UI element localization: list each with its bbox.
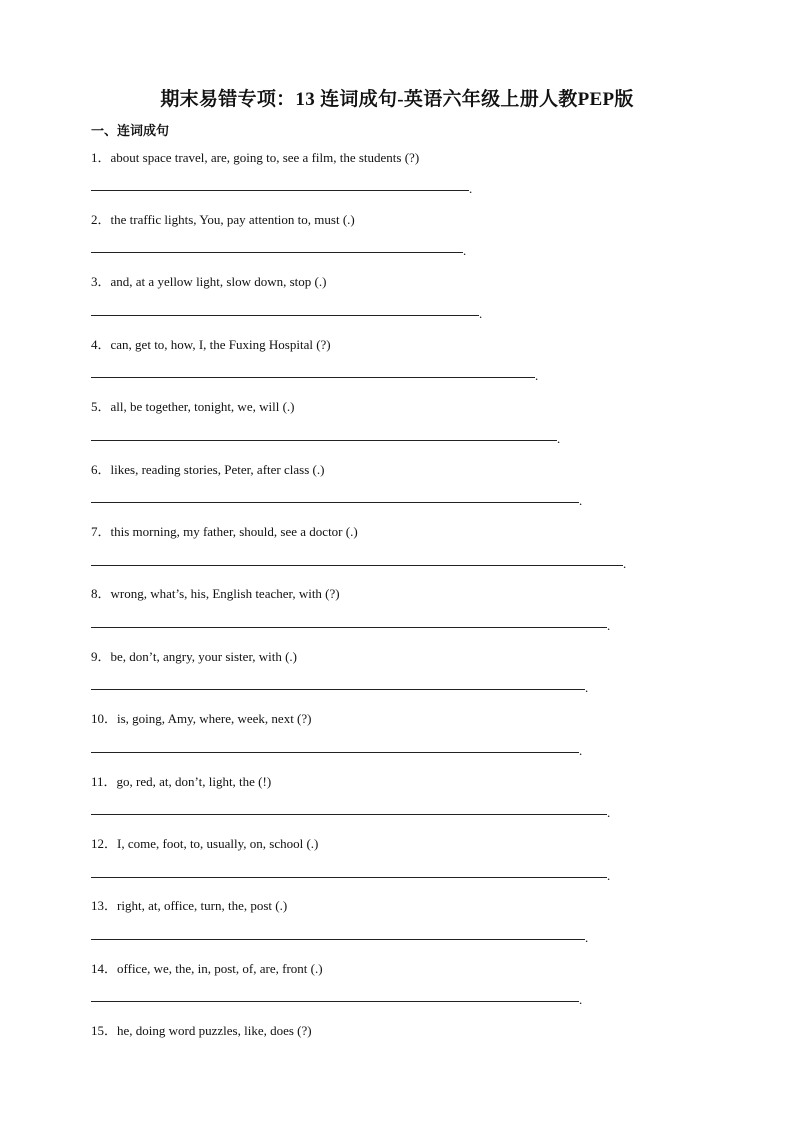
question-number: 3． [91,274,111,289]
question-number: 5． [91,399,111,414]
answer-end-8: . [607,618,611,633]
question-number: 11． [91,774,117,789]
question-number: 1． [91,150,111,165]
page-title: 期末易错专项：13 连词成句-英语六年级上册人教PEP版 [160,89,634,110]
question-text: right, at, office, turn, the, post (.) [117,898,288,913]
question-11 [91,771,271,790]
answer-line-12[interactable] [91,877,607,878]
question-text: I, come, foot, to, usually, on, school (.) [117,836,319,851]
answer-end-3: . [479,306,483,321]
question-text: can, get to, how, I, the Fuxing Hospital (?) [110,337,331,352]
answer-line-9[interactable] [91,689,585,690]
question-7 [91,521,358,540]
answer-end-7: . [623,556,627,571]
answer-end-11: . [607,805,611,820]
answer-end-2: . [463,243,467,258]
answer-end-6: . [579,493,583,508]
question-text: and, at a yellow light, slow down, stop (.) [110,274,327,289]
question-text: all, be together, tonight, we, will (.) [110,399,295,414]
answer-line-1[interactable] [91,190,469,191]
answer-end-1: . [469,181,473,196]
question-10 [91,708,311,727]
answer-line-2[interactable] [91,252,463,253]
question-text: the traffic lights, You, pay attention to, must (.) [110,212,355,227]
question-text: is, going, Amy, where, week, next (?) [117,711,312,726]
answer-end-4: . [535,368,539,383]
question-1 [91,147,419,166]
answer-end-14: . [579,992,583,1007]
question-4 [91,334,331,353]
question-text: likes, reading stories, Peter, after class (.) [110,462,325,477]
question-number: 6． [91,462,111,477]
question-number: 15． [91,1023,118,1038]
question-text: office, we, the, in, post, of, are, front (.) [117,961,323,976]
question-number: 9． [91,649,111,664]
question-text: about space travel, are, going to, see a film, the students (?) [110,150,420,165]
question-number: 8． [91,586,111,601]
question-8 [91,583,340,602]
answer-line-5[interactable] [91,440,557,441]
answer-line-14[interactable] [91,1001,579,1002]
question-number: 10． [91,711,118,726]
answer-line-8[interactable] [91,627,607,628]
question-number: 12． [91,836,118,851]
question-13 [91,895,287,914]
question-number: 2． [91,212,111,227]
question-9 [91,646,297,665]
question-2 [91,209,355,228]
answer-end-12: . [607,868,611,883]
answer-line-7[interactable] [91,565,623,566]
answer-end-5: . [557,431,561,446]
answer-line-13[interactable] [91,939,585,940]
answer-end-9: . [585,680,589,695]
question-text: he, doing word puzzles, like, does (?) [117,1023,312,1038]
question-number: 4． [91,337,111,352]
question-15 [91,1020,312,1039]
answer-line-3[interactable] [91,315,479,316]
question-number: 14． [91,961,118,976]
question-5 [91,396,294,415]
question-number: 13． [91,898,118,913]
answer-line-4[interactable] [91,377,535,378]
answer-end-10: . [579,743,583,758]
section-heading: 一、连词成句 [91,123,170,138]
question-6 [91,459,324,478]
answer-line-11[interactable] [91,814,607,815]
question-text: wrong, what’s, his, English teacher, with (?) [110,586,340,601]
question-3 [91,271,326,290]
answer-end-13: . [585,930,589,945]
question-text: this morning, my father, should, see a doctor (.) [110,524,358,539]
answer-line-6[interactable] [91,502,579,503]
question-text: go, red, at, don’t, light, the (!) [116,774,272,789]
question-text: be, don’t, angry, your sister, with (.) [110,649,298,664]
answer-line-10[interactable] [91,752,579,753]
question-12 [91,833,318,852]
question-14 [91,958,323,977]
question-number: 7． [91,524,111,539]
